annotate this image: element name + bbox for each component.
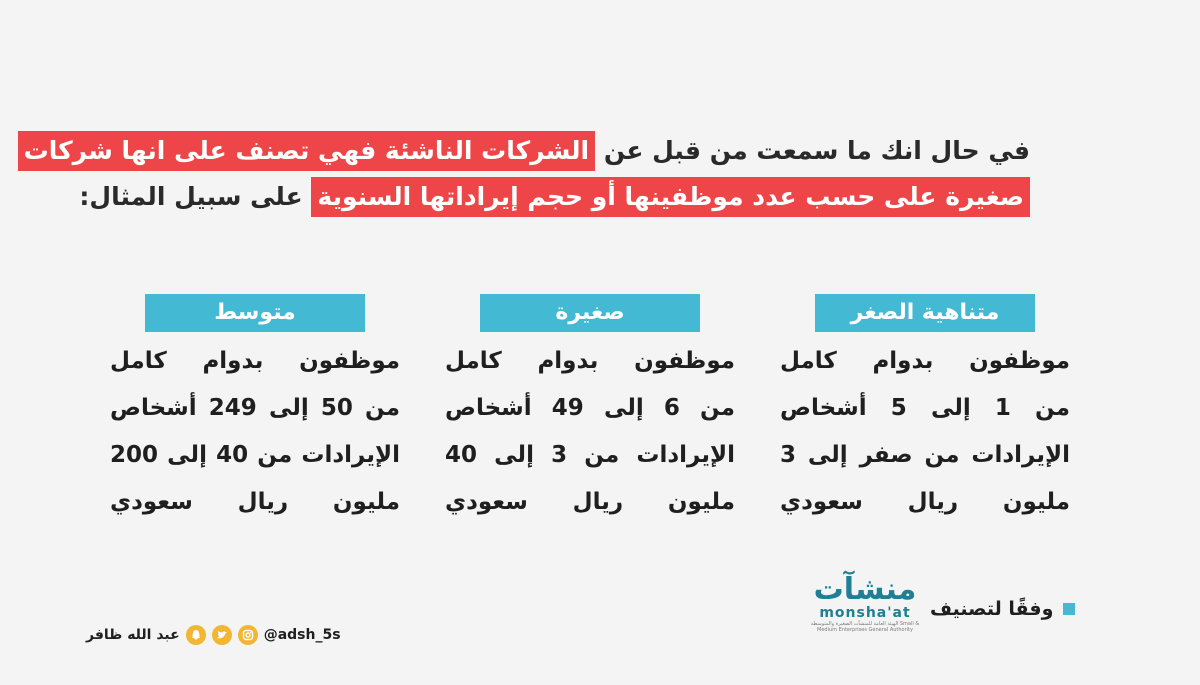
category-line: من 1 إلى 5 أشخاص bbox=[780, 395, 1070, 421]
category-line: من 50 إلى 249 أشخاص bbox=[110, 395, 400, 421]
snapchat-icon[interactable] bbox=[186, 625, 206, 645]
category-line: الإيرادات من 40 إلى 200 bbox=[110, 442, 400, 468]
category-small bbox=[445, 294, 735, 526]
monshaat-logo bbox=[810, 572, 920, 633]
category-tag: صغيرة bbox=[480, 294, 700, 332]
category-line: موظفون بدوام كامل bbox=[445, 348, 735, 374]
logo-arabic: منشآت bbox=[813, 572, 917, 607]
category-line: من 6 إلى 49 أشخاص bbox=[445, 395, 735, 421]
social-handles bbox=[80, 625, 341, 645]
twitter-icon[interactable] bbox=[212, 625, 232, 645]
author-name: عبد الله ظافر bbox=[86, 627, 180, 643]
category-line: الإيرادات من صفر إلى 3 bbox=[780, 442, 1070, 468]
category-tag: متوسط bbox=[145, 294, 365, 332]
category-line: مليون ريال سعودي bbox=[780, 489, 1070, 515]
category-line: موظفون بدوام كامل bbox=[780, 348, 1070, 374]
category-medium bbox=[110, 294, 400, 526]
intro-line-1-highlight: الشركات الناشئة فهي تصنف على انها شركات bbox=[18, 131, 596, 171]
category-line: مليون ريال سعودي bbox=[445, 489, 735, 515]
social-handle[interactable]: @adsh_5s bbox=[263, 627, 341, 643]
logo-subtitle: الهيئة العامة للمنشآت الصغيرة والمتوسطة Small & Medium Enterprises General Authority bbox=[810, 621, 920, 633]
bullet-square-icon bbox=[1063, 603, 1075, 615]
intro-line-2-highlight: صغيرة على حسب عدد موظفينها أو حجم إيراداتها السنوية bbox=[311, 177, 1030, 217]
intro-line-2 bbox=[79, 174, 1030, 220]
classification-note bbox=[930, 598, 1075, 620]
intro-line-1 bbox=[23, 128, 1030, 174]
category-line: الإيرادات من 3 إلى 40 bbox=[445, 442, 735, 468]
classification-label: وفقًا لتصنيف bbox=[930, 598, 1054, 620]
intro-line-2-plain: على سبيل المثال: bbox=[79, 182, 303, 211]
intro-text bbox=[23, 128, 1030, 220]
category-micro bbox=[780, 294, 1070, 526]
instagram-icon[interactable] bbox=[238, 625, 258, 645]
category-line: موظفون بدوام كامل bbox=[110, 348, 400, 374]
intro-line-1-plain: في حال انك ما سمعت من قبل عن bbox=[603, 136, 1030, 165]
category-tag: متناهية الصغر bbox=[815, 294, 1035, 332]
category-line: مليون ريال سعودي bbox=[110, 489, 400, 515]
logo-english: monsha'at bbox=[819, 605, 911, 621]
